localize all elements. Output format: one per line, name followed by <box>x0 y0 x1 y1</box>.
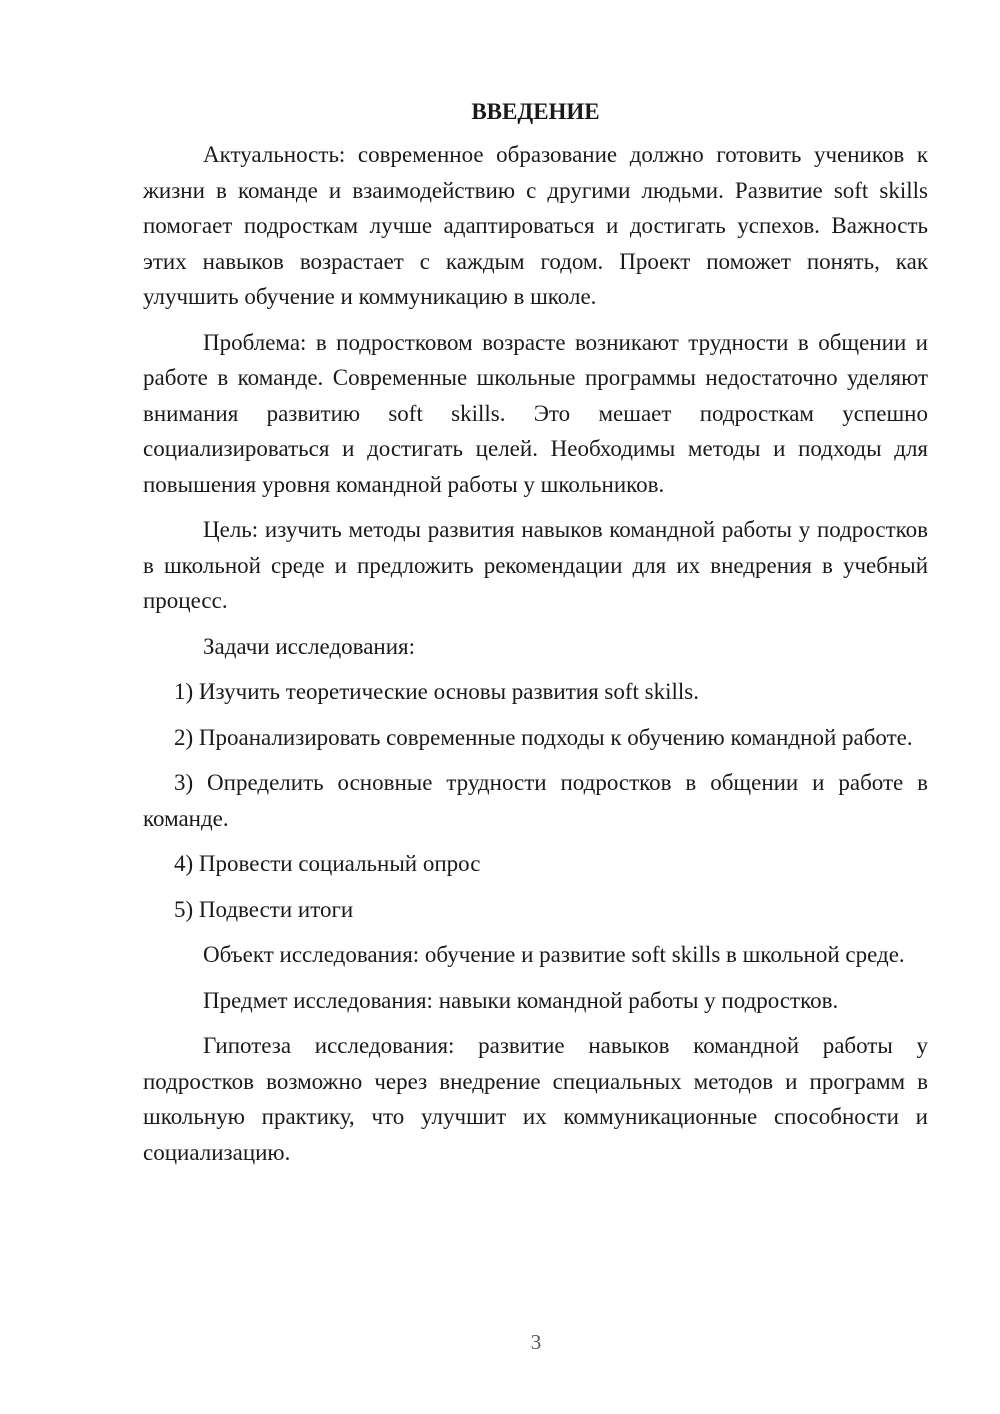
page-number: 3 <box>530 1330 542 1354</box>
problem-paragraph: Проблема: в подростковом возрасте возникают трудности в общении и работе в команде. Современные школьные программы недостаточно уделяют внимания развитию soft skills. Это мешает подросткам успешно социализироваться и достигать целей. Необходимы методы и подходы для повышения уровня командной работы у школьников. <box>143 329 928 497</box>
task-item-5: 5) Подвести итоги <box>174 896 354 922</box>
page-title: ВВЕДЕНИЕ <box>471 99 600 124</box>
goal-paragraph: Цель: изучить методы развития навыков командной работы у подростков в школьной среде и предложить рекомендации для их внедрения в учебный процесс. <box>143 517 928 613</box>
task-item-2: 2) Проанализировать современные подходы к обучению командной работе. <box>174 724 913 750</box>
relevance-paragraph: Актуальность: современное образование должно готовить учеников к жизни в команде и взаимодействию с другими людьми. Развитие soft skills помогает подросткам лучше адаптироваться и достигать успехов. Важность этих навыков возрастает с каждым годом. Проект поможет понять, как улучшить обучение и коммуникацию в школе. <box>143 142 928 309</box>
task-item-1: 1) Изучить теоретические основы развития soft skills. <box>174 679 699 704</box>
hypothesis-paragraph: Гипотеза исследования: развитие навыков командной работы у подростков возможно через внедрение специальных методов и программ в школьную практику, что улучшит их коммуникационные способности и социализацию. <box>143 1033 928 1165</box>
subject-paragraph: Предмет исследования: навыки командной работы у подростков. <box>203 987 839 1013</box>
tasks-heading: Задачи исследования: <box>203 633 416 659</box>
page-content <box>143 94 928 1180</box>
task-item-4: 4) Провести социальный опрос <box>174 851 481 876</box>
task-item-3: 3) Определить основные трудности подростков в общении и работе в команде. <box>143 770 928 831</box>
object-paragraph: Объект исследования: обучение и развитие soft skills в школьной среде. <box>203 942 905 967</box>
